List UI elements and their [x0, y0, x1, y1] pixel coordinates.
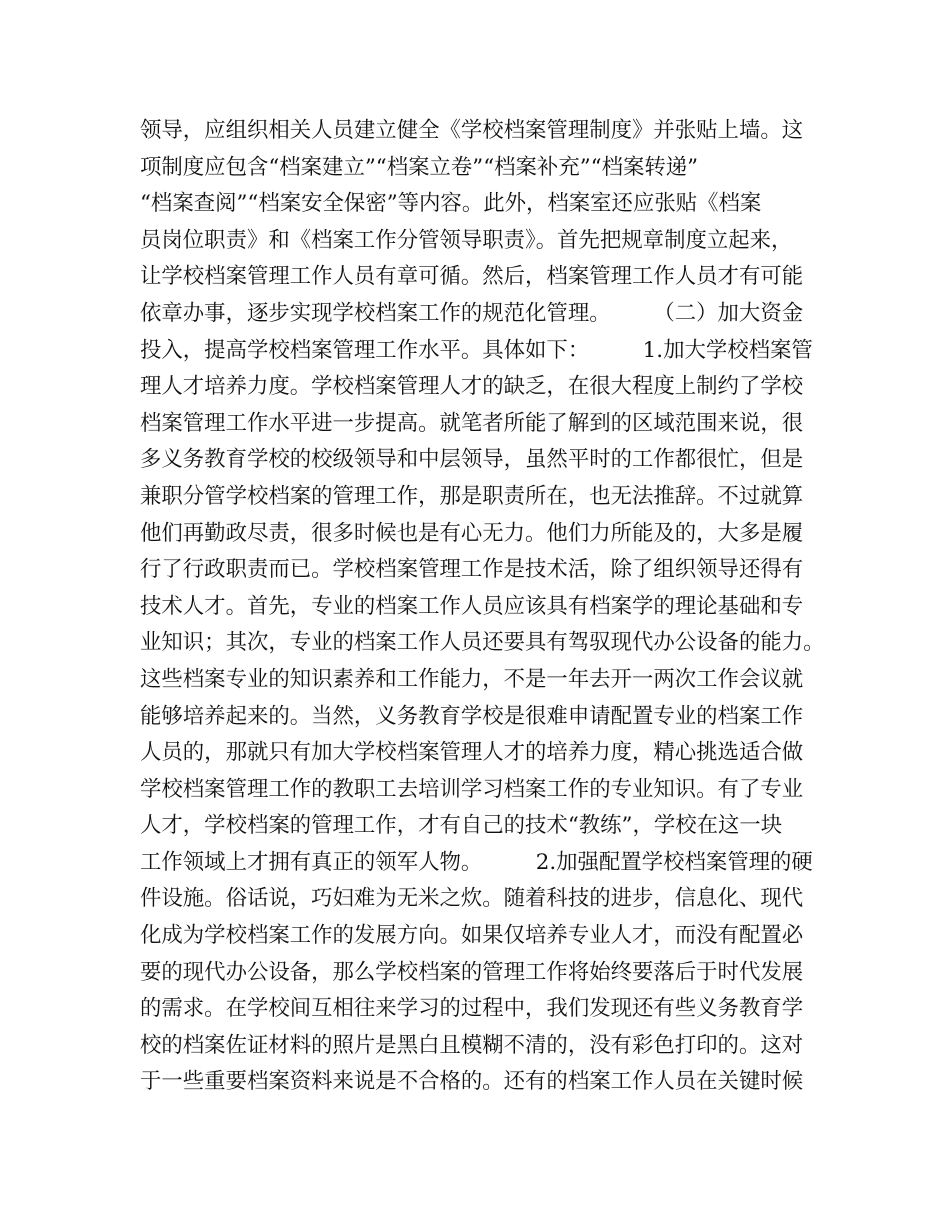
text-line: 他们再勤政尽责，很多时候也是有心无力。他们力所能及的，大多是履	[140, 520, 804, 546]
text-line: 依章办事，逐步实现学校档案工作的规范化管理。 （二）加大资金	[140, 300, 804, 326]
text-line: 多义务教育学校的校级领导和中层领导，虽然平时的工作都很忙，但是	[140, 447, 804, 473]
text-line: 兼职分管学校档案的管理工作，那是职责所在，也无法推辞。不过就算	[140, 483, 804, 509]
text-line: 件设施。俗话说，巧妇难为无米之炊。随着科技的进步，信息化、现代	[140, 886, 804, 912]
text-line: 学校档案管理工作的教职工去培训学习档案工作的专业知识。有了专业	[140, 776, 804, 802]
text-line: 校的档案佐证材料的照片是黑白且模糊不清的，没有彩色打印的。这对	[140, 1032, 804, 1058]
text-line: 于一些重要档案资料来说是不合格的。还有的档案工作人员在关键时候	[140, 1069, 804, 1095]
text-line: 行了行政职责而已。学校档案管理工作是技术活，除了组织领导还得有	[140, 557, 804, 583]
text-line: 领导，应组织相关人员建立健全《学校档案管理制度》并张贴上墙。这	[140, 118, 804, 143]
text-line: 这些档案专业的知识素养和工作能力，不是一年去开一两次工作会议就	[140, 666, 804, 692]
text-line: 能够培养起来的。当然，义务教育学校是很难申请配置专业的档案工作	[140, 703, 804, 729]
text-line: “档案查阅”“档案安全保密”等内容。此外，档案室还应张贴《档案	[140, 191, 762, 217]
text-line: 业知识；其次，专业的档案工作人员还要具有驾驭现代办公设备的能力。	[140, 630, 825, 656]
text-line: 员岗位职责》和《档案工作分管领导职责》。首先把规章制度立起来，	[140, 227, 793, 253]
text-line: 让学校档案管理工作人员有章可循。然后，档案管理工作人员才有可能	[140, 264, 804, 290]
text-line: 项制度应包含“档案建立”“档案立卷”“档案补充”“档案转递”	[140, 154, 699, 180]
text-line: 要的现代办公设备，那么学校档案的管理工作将始终要落后于时代发展	[140, 959, 804, 985]
text-line: 技术人才。首先，专业的档案工作人员应该具有档案学的理论基础和专	[140, 593, 804, 619]
text-line: 理人才培养力度。学校档案管理人才的缺乏，在很大程度上制约了学校	[140, 374, 804, 400]
text-line: 人才，学校档案的管理工作，才有自己的技术“教练”，学校在这一块	[140, 813, 783, 839]
text-line: 化成为学校档案工作的发展方向。如果仅培养专业人才，而没有配置必	[140, 923, 804, 949]
text-line: 的需求。在学校间互相往来学习的过程中，我们发现还有些义务教育学	[140, 996, 804, 1022]
text-line: 人员的，那就只有加大学校档案管理人才的培养力度，精心挑选适合做	[140, 740, 804, 766]
text-line: 工作领域上才拥有真正的领军人物。 2.加强配置学校档案管理的硬	[140, 849, 813, 875]
text-line: 档案管理工作水平进一步提高。就笔者所能了解到的区域范围来说，很	[140, 410, 804, 436]
body-text	[140, 113, 830, 1101]
text-line: 投入，提高学校档案管理工作水平。具体如下： 1.加大学校档案管	[140, 337, 813, 363]
